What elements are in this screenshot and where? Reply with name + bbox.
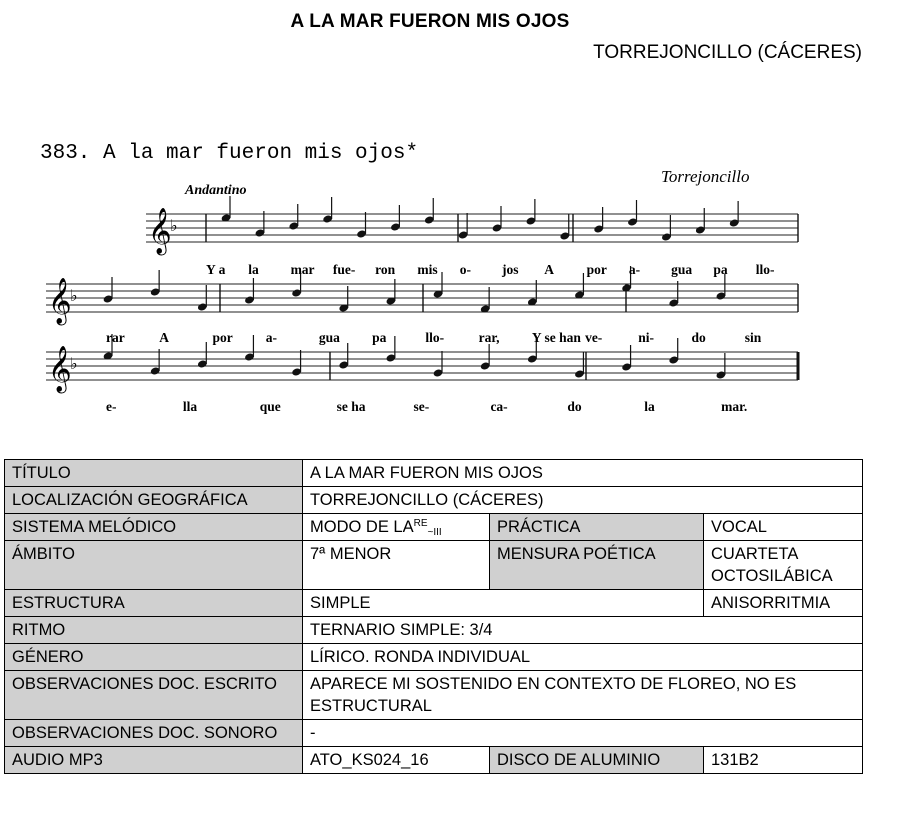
lyric-syllable: e- xyxy=(106,399,117,414)
music-score xyxy=(28,128,818,428)
genero-label: GÉNERO xyxy=(5,644,303,671)
audio-label: AUDIO MP3 xyxy=(5,747,303,774)
lyric-syllable: do xyxy=(567,399,582,414)
table-row xyxy=(5,460,863,487)
table-row xyxy=(5,514,863,541)
lyric-syllable: A xyxy=(544,262,555,277)
obs-escrito-value: APARECE MI SOSTENIDO EN CONTEXTO DE FLOREO, NO ES ESTRUCTURAL xyxy=(303,671,863,720)
lyric-syllable: pa xyxy=(372,330,387,345)
audio-value: ATO_KS024_16 xyxy=(303,747,490,774)
sistema-cell xyxy=(303,514,490,541)
page-subtitle: TORREJONCILLO (CÁCERES) xyxy=(593,42,862,63)
disco-label: DISCO DE ALUMINIO xyxy=(490,747,704,774)
obs-sonoro-label: OBSERVACIONES DOC. SONORO xyxy=(5,720,303,747)
lyric-syllable: mis xyxy=(417,262,438,277)
treble-clef-icon: 𝄞 xyxy=(48,278,72,323)
titulo-label: TÍTULO xyxy=(5,460,303,487)
sistema-value: MODO DE LA xyxy=(310,518,414,536)
lyric-syllable: ca- xyxy=(490,399,508,414)
estructura-extra: ANISORRITMIA xyxy=(704,590,863,617)
lyric-syllable: lla xyxy=(182,399,198,414)
treble-clef-icon: 𝄞 xyxy=(148,208,172,253)
estructura-value: SIMPLE xyxy=(303,590,704,617)
score-place: Torrejoncillo xyxy=(661,167,750,186)
lyric-syllable: por xyxy=(586,262,607,277)
practica-value: VOCAL xyxy=(704,514,863,541)
sistema-sub: ~III xyxy=(427,527,442,538)
loc-label: LOCALIZACIÓN GEOGRÁFICA xyxy=(5,487,303,514)
lyric-syllable: rar xyxy=(106,330,125,345)
table-row xyxy=(5,617,863,644)
obs-escrito-label: OBSERVACIONES DOC. ESCRITO xyxy=(5,671,303,720)
genero-value: LÍRICO. RONDA INDIVIDUAL xyxy=(303,644,863,671)
lyric-syllable: A xyxy=(159,330,169,345)
ambito-value: 7ª MENOR xyxy=(303,541,490,590)
lyric-syllable: pa xyxy=(713,262,728,277)
loc-value: TORREJONCILLO (CÁCERES) xyxy=(303,487,863,514)
treble-clef-icon: 𝄞 xyxy=(48,346,72,391)
table-row xyxy=(5,541,863,590)
lyric-syllable: fue- xyxy=(332,262,356,277)
table-row xyxy=(5,590,863,617)
lyric-syllable: la xyxy=(644,399,655,414)
table-row xyxy=(5,747,863,774)
lyric-syllable: ron xyxy=(375,262,396,277)
lyric-syllable: jos xyxy=(502,262,519,277)
score-tempo: Andantino xyxy=(185,183,247,198)
page-title: A LA MAR FUERON MIS OJOS xyxy=(290,11,570,32)
lyric-syllable: Y se han xyxy=(531,330,581,345)
lyric-syllable: mar xyxy=(290,262,315,277)
ambito-label: ÁMBITO xyxy=(5,541,303,590)
ritmo-label: RITMO xyxy=(5,617,303,644)
info-table xyxy=(4,459,863,774)
score-heading: 383. A la mar fueron mis ojos* xyxy=(40,142,419,165)
mensura-label: MENSURA POÉTICA xyxy=(490,541,704,590)
sistema-sup: RE xyxy=(413,518,428,529)
lyric-syllable: ve- xyxy=(585,330,603,345)
practica-label: PRÁCTICA xyxy=(490,514,704,541)
sistema-label: SISTEMA MELÓDICO xyxy=(5,514,303,541)
lyric-syllable: sin xyxy=(744,330,762,345)
lyric-syllable: gua xyxy=(318,330,340,345)
disco-value: 131B2 xyxy=(704,747,863,774)
lyric-syllable: a- xyxy=(628,262,641,277)
lyric-syllable: do xyxy=(691,330,706,345)
lyric-syllable: rar, xyxy=(478,330,500,345)
flat-icon: ♭ xyxy=(70,288,78,305)
estructura-label: ESTRUCTURA xyxy=(5,590,303,617)
lyric-syllable: gua xyxy=(671,262,693,277)
lyric-syllable: la xyxy=(248,262,259,277)
table-row xyxy=(5,644,863,671)
flat-icon: ♭ xyxy=(170,218,178,235)
lyric-syllable: llo- xyxy=(755,262,775,277)
lyric-syllable: se ha xyxy=(336,399,366,414)
table-row xyxy=(5,487,863,514)
lyric-syllable: Y a xyxy=(206,262,226,277)
lyrics-group xyxy=(106,262,774,414)
lyric-syllable: llo- xyxy=(425,330,445,345)
flat-icon: ♭ xyxy=(70,356,78,373)
table-row xyxy=(5,720,863,747)
ritmo-value: TERNARIO SIMPLE: 3/4 xyxy=(303,617,863,644)
table-row xyxy=(5,671,863,720)
lyric-syllable: o- xyxy=(459,262,471,277)
lyric-syllable: se- xyxy=(413,399,430,414)
lyric-syllable: a- xyxy=(265,330,277,345)
lyric-syllable: mar. xyxy=(721,399,748,414)
lyric-syllable: por xyxy=(212,330,233,345)
lyric-syllable: ni- xyxy=(638,330,655,345)
obs-sonoro-value: - xyxy=(303,720,863,747)
mensura-value: CUARTETA OCTOSILÁBICA xyxy=(704,541,863,590)
titulo-value: A LA MAR FUERON MIS OJOS xyxy=(303,460,863,487)
lyric-syllable: que xyxy=(259,399,281,414)
